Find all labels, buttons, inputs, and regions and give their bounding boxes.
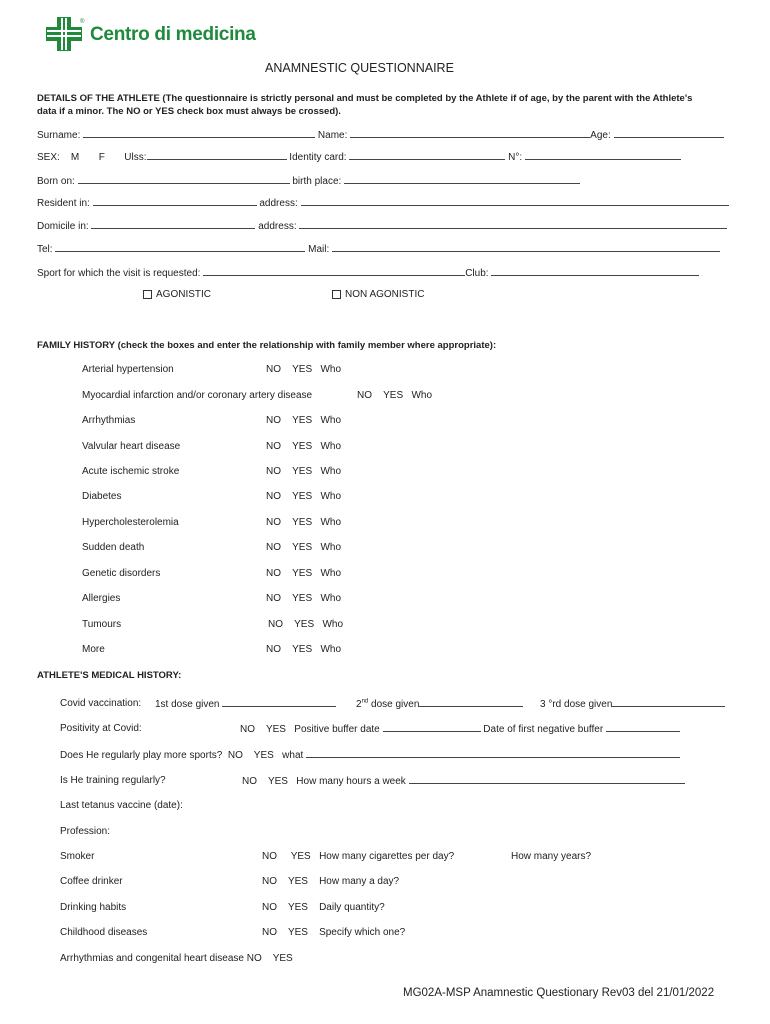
ulss-field[interactable]	[147, 151, 287, 160]
childhood-options[interactable]	[262, 927, 405, 938]
family-item-label: Allergies	[82, 593, 121, 604]
yes-option[interactable]: YES	[383, 390, 404, 401]
yes-option[interactable]: YES	[292, 568, 313, 579]
family-item-label: Diabetes	[82, 491, 122, 502]
no-option[interactable]: NO	[266, 491, 281, 502]
coffee-label: Coffee drinker	[60, 876, 123, 887]
family-item-options[interactable]	[266, 441, 341, 452]
family-item-options[interactable]	[266, 568, 341, 579]
dose1-label: 1st dose given	[155, 699, 220, 710]
no-option[interactable]: NO	[266, 568, 281, 579]
no-option[interactable]: NO	[246, 953, 262, 964]
sport-label: Sport for which the visit is requested:	[37, 268, 201, 279]
who-label: Who	[322, 619, 344, 630]
agonistic-option[interactable]	[143, 289, 211, 300]
name-label: Name:	[317, 130, 348, 141]
name-field[interactable]	[350, 129, 590, 138]
dose2-suffix: nd	[361, 698, 369, 705]
negative-buffer-field[interactable]	[606, 723, 680, 732]
no-option[interactable]: NO	[357, 390, 372, 401]
dose3-number: 3	[540, 699, 546, 710]
yes-option[interactable]: YES	[292, 644, 313, 655]
number-field[interactable]	[525, 151, 681, 160]
yes-option[interactable]: YES	[292, 415, 313, 426]
dose2-label: dose given	[371, 699, 420, 710]
tel-label: Tel:	[37, 244, 53, 255]
non-agonistic-option[interactable]	[332, 289, 424, 300]
family-item-options[interactable]	[266, 644, 341, 655]
domicile-row	[37, 220, 727, 232]
tel-field[interactable]	[55, 243, 305, 252]
yes-option[interactable]: YES	[287, 902, 308, 913]
more-sports-row	[60, 749, 680, 761]
resident-in-label: Resident in:	[37, 198, 90, 209]
age-field[interactable]	[614, 129, 724, 138]
family-item-label: Arterial hypertension	[82, 364, 174, 375]
family-item-options[interactable]	[266, 542, 341, 553]
sex-row	[37, 151, 681, 163]
yes-option[interactable]: YES	[292, 542, 313, 553]
who-label: Who	[320, 491, 342, 502]
surname-row	[37, 129, 724, 141]
yes-option[interactable]: YES	[287, 927, 308, 938]
domicile-in-label: Domicile in:	[37, 221, 89, 232]
mail-field[interactable]	[332, 243, 720, 252]
sport-field[interactable]	[203, 267, 465, 276]
coffee-question: How many a day?	[319, 876, 400, 887]
no-option[interactable]: NO	[227, 750, 243, 761]
no-option[interactable]: NO	[266, 517, 281, 528]
yes-option[interactable]: YES	[292, 364, 313, 375]
yes-option[interactable]: YES	[292, 491, 313, 502]
family-item-options[interactable]	[266, 593, 341, 604]
positivity-label: Positivity at Covid:	[60, 723, 142, 734]
coffee-options[interactable]	[262, 876, 399, 887]
domicile-address-field[interactable]	[299, 220, 727, 229]
dose2-row	[356, 698, 523, 710]
no-option[interactable]: NO	[262, 927, 277, 938]
who-label: Who	[320, 542, 342, 553]
sex-m-option[interactable]: M	[70, 152, 80, 163]
cigarettes-label: How many cigarettes per day?	[319, 851, 455, 862]
born-on-label: Born on:	[37, 176, 75, 187]
resident-address-label: address:	[259, 198, 298, 209]
family-item-label: Genetic disorders	[82, 568, 161, 579]
identity-card-field[interactable]	[349, 151, 505, 160]
yes-option[interactable]: YES	[292, 441, 313, 452]
footer-document-code: MG02A-MSP Anamnestic Questionary Rev03 del 21/01/2022	[403, 987, 715, 999]
resident-in-field[interactable]	[93, 197, 257, 206]
no-option[interactable]: NO	[240, 724, 255, 735]
family-item-label: Myocardial infarction and/or coronary artery disease	[82, 390, 313, 401]
identity-card-label: Identity card:	[289, 152, 347, 163]
who-label: Who	[411, 390, 433, 401]
congenital-row	[60, 953, 293, 964]
sex-f-option[interactable]: F	[98, 152, 105, 163]
no-option[interactable]: NO	[242, 776, 257, 787]
who-label: Who	[320, 568, 342, 579]
family-item-options[interactable]	[266, 491, 341, 502]
yes-option[interactable]: YES	[292, 517, 313, 528]
family-item-options[interactable]	[266, 415, 341, 426]
yes-option[interactable]: YES	[272, 953, 293, 964]
dose2-field[interactable]	[419, 698, 523, 707]
who-label: Who	[320, 517, 342, 528]
family-item-options[interactable]	[266, 364, 341, 375]
who-label: Who	[320, 466, 342, 477]
training-label: Is He training regularly?	[60, 775, 166, 786]
family-item-label: Sudden death	[82, 542, 145, 553]
details-heading-line1: DETAILS OF THE ATHLETE (The questionnaire is strictly personal and must be completed by the Athlete if of age, by the parent with the Athlete's	[37, 93, 693, 104]
yes-option[interactable]: YES	[287, 876, 308, 887]
logo-name: Centro di medicina	[90, 24, 256, 45]
who-label: Who	[320, 593, 342, 604]
dose1-field[interactable]	[222, 698, 336, 707]
non-agonistic-label: NON AGONISTIC	[345, 289, 425, 300]
no-option[interactable]: NO	[266, 364, 281, 375]
drinking-options[interactable]	[262, 902, 385, 913]
negative-buffer-label: Date of first negative buffer	[483, 724, 604, 735]
domicile-address-label: address:	[258, 221, 297, 232]
daily-quantity-question: Daily quantity?	[319, 902, 385, 913]
resident-row	[37, 197, 729, 209]
dose1-row	[155, 698, 336, 710]
what-field[interactable]	[306, 749, 680, 758]
no-option[interactable]: NO	[266, 441, 281, 452]
what-label: what	[282, 750, 304, 761]
who-label: Who	[320, 441, 342, 452]
dose3-suffix: °rd	[548, 699, 562, 710]
yes-option[interactable]: YES	[292, 593, 313, 604]
age-label: Age:	[590, 130, 611, 141]
family-item-options[interactable]	[266, 517, 341, 528]
covid-label: Covid vaccination:	[60, 698, 142, 709]
no-option[interactable]: NO	[266, 644, 281, 655]
number-label: N°:	[508, 152, 523, 163]
ulss-label: Ulss:	[124, 152, 147, 163]
club-label: Club:	[465, 268, 489, 279]
hours-label: How many hours a week	[296, 776, 406, 787]
no-option[interactable]: NO	[262, 876, 277, 887]
dose3-label: dose given	[564, 699, 613, 710]
page-title: ANAMNESTIC QUESTIONNAIRE	[265, 61, 454, 75]
smoker-label: Smoker	[60, 851, 95, 862]
family-item-label: Tumours	[82, 619, 122, 630]
dose3-row	[540, 698, 725, 710]
yes-option[interactable]: YES	[253, 750, 274, 761]
dose3-field[interactable]	[612, 698, 725, 707]
more-sports-label: Does He regularly play more sports?	[60, 750, 223, 761]
yes-option[interactable]: YES	[294, 619, 315, 630]
family-item-options[interactable]	[266, 466, 341, 477]
birth-place-field[interactable]	[344, 175, 580, 184]
family-item-label: Acute ischemic stroke	[82, 466, 180, 477]
sex-label: SEX:	[37, 152, 60, 163]
no-option[interactable]: NO	[268, 619, 283, 630]
childhood-label: Childhood diseases	[60, 927, 148, 938]
positive-buffer-label: Positive buffer date	[294, 724, 380, 735]
training-options[interactable]	[242, 775, 685, 787]
drinking-label: Drinking habits	[60, 902, 127, 913]
no-option[interactable]: NO	[266, 466, 281, 477]
profession-label: Profession:	[60, 826, 111, 837]
tetanus-label: Last tetanus vaccine (date):	[60, 800, 183, 811]
dose2-number: 2	[356, 699, 362, 710]
details-heading-line2: data if a minor. The NO or YES check box must always be crossed).	[37, 106, 341, 117]
no-option[interactable]: NO	[262, 851, 277, 862]
years-label: How many years?	[511, 851, 592, 862]
mail-label: Mail:	[308, 244, 330, 255]
surname-label: Surname:	[37, 130, 81, 141]
logo-registered-mark: ®	[80, 19, 85, 25]
family-item-label: Arrhythmias	[82, 415, 136, 426]
smoker-options[interactable]	[262, 851, 454, 862]
domicile-in-field[interactable]	[91, 220, 255, 229]
born-on-field[interactable]	[78, 175, 290, 184]
family-item-label: Valvular heart disease	[82, 441, 181, 452]
no-option[interactable]: NO	[266, 542, 281, 553]
born-row	[37, 175, 580, 187]
club-field[interactable]	[491, 267, 699, 276]
agonistic-label: AGONISTIC	[156, 289, 212, 300]
resident-address-field[interactable]	[301, 197, 729, 206]
positive-buffer-field[interactable]	[383, 723, 481, 732]
surname-field[interactable]	[83, 129, 315, 138]
yes-option[interactable]: YES	[267, 776, 288, 787]
positivity-options[interactable]	[240, 723, 680, 735]
agonistic-checkbox[interactable]	[143, 290, 152, 299]
hours-field[interactable]	[409, 775, 685, 784]
medical-history-heading: ATHLETE'S MEDICAL HISTORY:	[37, 670, 182, 681]
no-option[interactable]: NO	[262, 902, 277, 913]
who-label: Who	[320, 364, 342, 375]
family-history-heading: FAMILY HISTORY (check the boxes and enter the relationship with family member where appropriate):	[37, 340, 497, 351]
yes-option[interactable]: YES	[265, 724, 286, 735]
yes-option[interactable]: YES	[290, 851, 311, 862]
tel-row	[37, 243, 720, 255]
sport-row	[37, 267, 699, 279]
birth-place-label: birth place:	[292, 176, 342, 187]
no-option[interactable]: NO	[266, 593, 281, 604]
logo-cross-icon	[44, 17, 84, 51]
family-item-options[interactable]	[268, 619, 343, 630]
family-item-label: More	[82, 644, 105, 655]
congenital-label: Arrhythmias and congenital heart disease	[60, 953, 244, 964]
non-agonistic-checkbox[interactable]	[332, 290, 341, 299]
yes-option[interactable]: YES	[292, 466, 313, 477]
specify-question: Specify which one?	[319, 927, 406, 938]
who-label: Who	[320, 644, 342, 655]
no-option[interactable]: NO	[266, 415, 281, 426]
who-label: Who	[320, 415, 342, 426]
family-item-label: Hypercholesterolemia	[82, 517, 179, 528]
family-item-options[interactable]	[357, 390, 432, 401]
